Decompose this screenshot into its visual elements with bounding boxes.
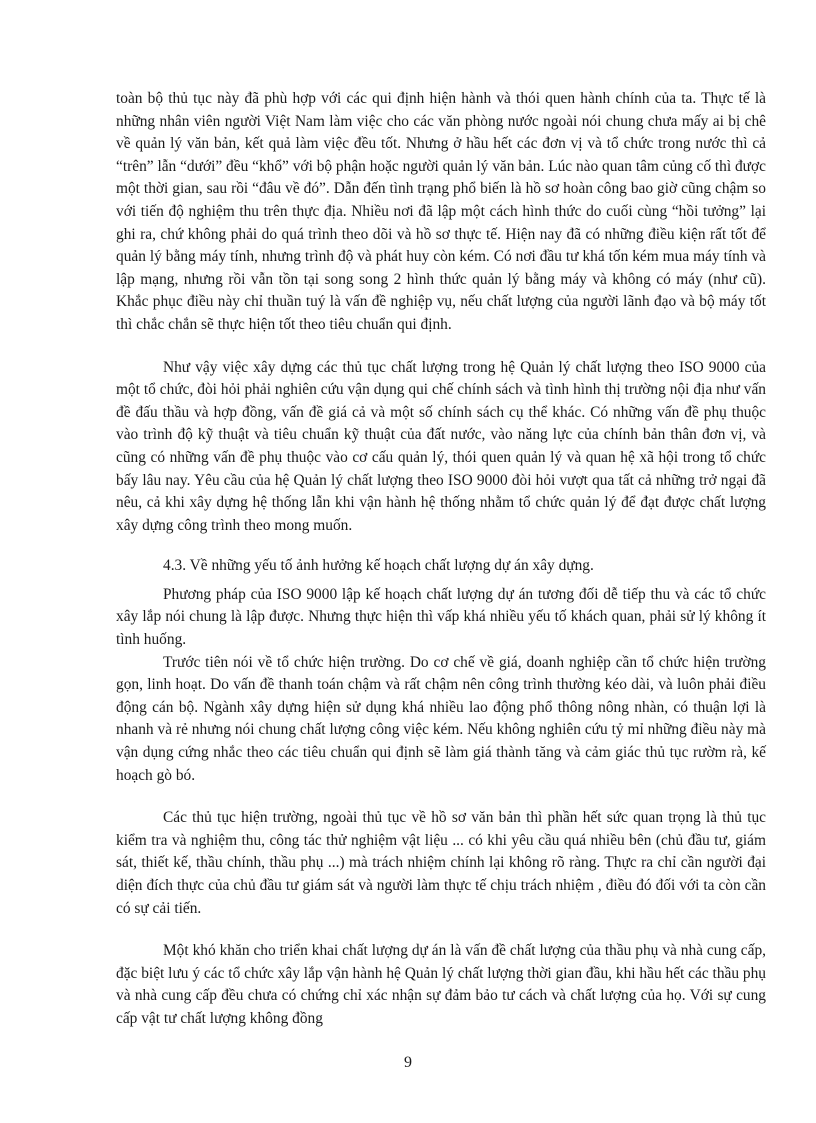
paragraph-site-organization: Trước tiên nói về tổ chức hiện trường. Do cơ chế về giá, doanh nghiệp cần tổ chức hiện trường gọn, linh hoạt. Do vấn đề thanh toán chậm và rất chậm nên công trình thường kéo dài, và luôn phải điều động cán bộ. Ngành xây dựng hiện sử dụng khá nhiều lao động phổ thông nông nhàn, có thuận lợi là nhanh và rẻ nhưng nói chung chất lượng công việc kém. Nếu không nghiên cứu tỷ mỉ những điều này mà vận dụng cứng nhắc theo các tiêu chuẩn qui định sẽ làm giá thành tăng và cảm giác thủ tục rườm rà, kế hoạch gò bó. [116, 653, 766, 784]
document-page [116, 88, 766, 1031]
section-heading-4-3: 4.3. Về những yếu tố ảnh hưởng kế hoạch chất lượng dự án xây dựng. [163, 557, 594, 575]
paragraph-subcontractor-quality: Một khó khăn cho triển khai chất lượng dự án là vấn đề chất lượng của thầu phụ và nhà cung cấp, đặc biệt lưu ý các tổ chức xây lắp vận hành hệ Quản lý chất lượng thời gian đầu, khi hầu hết các thầu phụ và nhà cung cấp đều chưa có chứng chỉ xác nhận sự đảm bảo tư cách và chất lượng của họ. Với sự cung cấp vật tư chất lượng không đồng [116, 942, 766, 1027]
paragraph-iso-planning-method: Phương pháp của ISO 9000 lập kế hoạch chất lượng dự án tương đối dễ tiếp thu và các tổ chức xây lắp nói chung là lập được. Nhưng thực hiện thì vấp khá nhiều yếu tố khách quan, phải sử lý không ít tình huống. [116, 585, 766, 649]
paragraph-iso-procedures: Như vậy việc xây dựng các thủ tục chất lượng trong hệ Quản lý chất lượng theo ISO 9000 của một tổ chức, đòi hỏi phải nghiên cứu vận dụng qui chế chính sách và tình hình thị trường nội địa như vấn đề đấu thầu và hợp đồng, vấn đề giá cả và một số chính sách cụ thể khác. Có những vấn đề phụ thuộc vào trình độ kỹ thuật và tiêu chuẩn kỹ thuật của đất nước, vào năng lực của chính bản thân đơn vị, và cũng có những vấn đề phụ thuộc vào cơ cấu quản lý, thói quen quản lý và quan hệ xã hội trong tổ chức bấy lâu nay. Yêu cầu của hệ Quản lý chất lượng theo ISO 9000 đòi hỏi vượt qua tất cả những trở ngại đã nêu, cả khi xây dựng hệ thống lẫn khi vận hành hệ thống nhằm tổ chức quản lý để đạt được chất lượng xây dựng công trình theo mong muốn. [116, 358, 766, 534]
paragraph-document-management: toàn bộ thủ tục này đã phù hợp với các qui định hiện hành và thói quen hành chính của ta. Thực tế là những nhân viên người Việt Nam làm việc cho các văn phòng nước ngoài nói chung chưa mấy ai bị chê về quản lý văn bản, kết quả làm việc đều tốt. Nhưng ở hầu hết các đơn vị và tổ chức trong nước thì cả “trên” lẫn “dưới” đều “khổ” với bộ phận hoặc người quản lý văn bản. Lúc nào quan tâm củng cố thì được một thời gian, sau rồi “đâu về đó”. Dẫn đến tình trạng phổ biến là hồ sơ hoàn công bao giờ cũng chậm so với tiến độ nghiệm thu trên thực địa. Nhiều nơi đã lập một cách hình thức do cuối cùng “hồi tưởng” lại ghi ra, chứ không phải do quá trình theo dõi và hồ sơ thực tế. Hiện nay đã có những điều kiện rất tốt để quản lý bằng máy tính, nhưng trình độ và phát huy còn kém. Có nơi đầu tư khá tốn kém mua máy tính và lập mạng, nhưng rồi vẫn tồn tại song song 2 hình thức quản lý bằng máy và không có máy (như cũ). Khắc phục điều này chỉ thuần tuý là vấn đề nghiệp vụ, nếu chất lượng của người lãnh đạo và bộ máy tốt thì chắc chắn sẽ thực hiện tốt theo tiêu chuẩn qui định. [116, 90, 766, 333]
paragraph-site-procedures: Các thủ tục hiện trường, ngoài thủ tục về hồ sơ văn bản thì phần hết sức quan trọng là thủ tục kiểm tra và nghiệm thu, công tác thử nghiệm vật liệu ... có khi yêu cầu quá nhiều bên (chủ đầu tư, giám sát, thiết kế, thầu chính, thầu phụ ...) mà trách nhiệm chính lại không rõ ràng. Thực ra chỉ cần người đại diện đích thực của chủ đầu tư giám sát và người làm thực tế chịu trách nhiệm , điều đó đối với ta còn cần có sự cải tiến. [116, 809, 766, 917]
page-number: 9 [404, 1054, 412, 1071]
